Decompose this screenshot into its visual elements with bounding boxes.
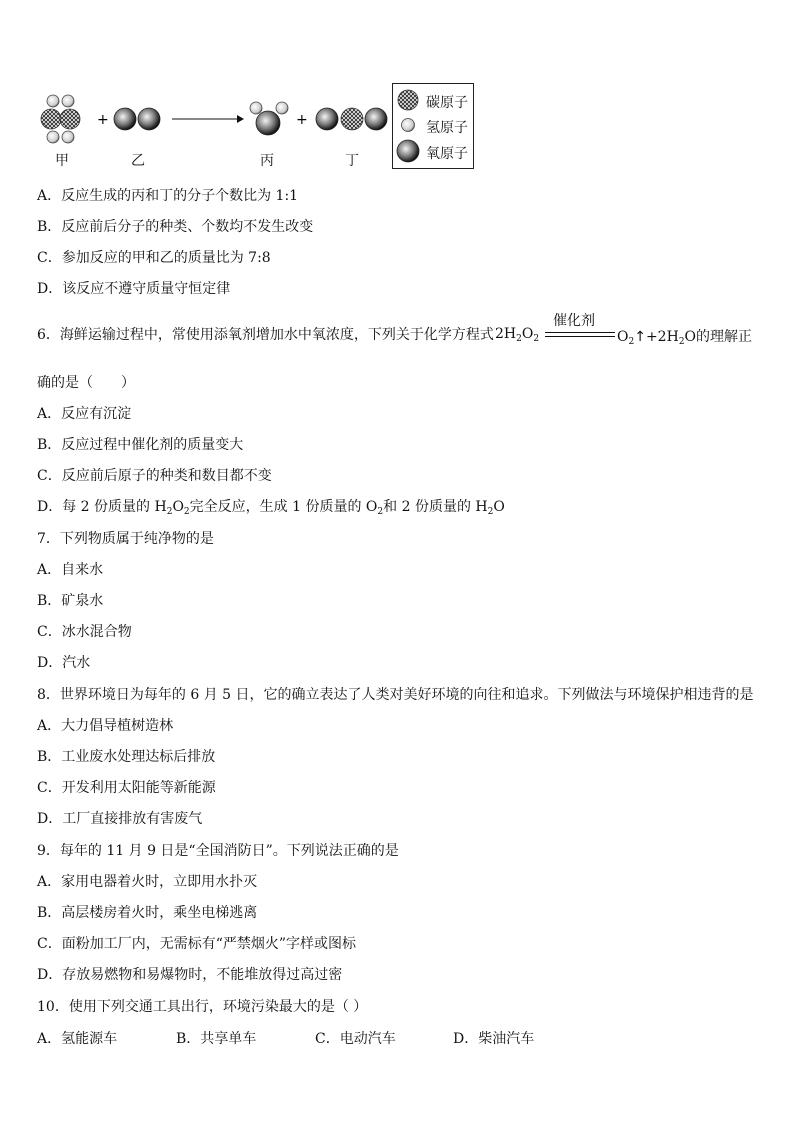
equation-lhs: $2H_2O_2$ bbox=[495, 326, 540, 344]
q7-stem: 7．下列物质属于纯净物的是 bbox=[37, 531, 214, 547]
oxygen-atom-icon bbox=[397, 140, 419, 162]
molecule-bing bbox=[250, 102, 288, 135]
q7-option-c: C．冰水混合物 bbox=[37, 624, 132, 640]
q6-stem bbox=[37, 326, 494, 344]
q6-option-d: D．每 2 份质量的 $H_2O_2$完全反应，生成 1 份质量的 $O_2$和 2 份质量的 $H_2O$ bbox=[37, 499, 505, 517]
q9-option-c: C．面粉加工厂内，无需标有“严禁烟火”字样或图标 bbox=[37, 936, 357, 952]
equation-rhs: $O_2↑+2H_2O$的理解正 bbox=[617, 329, 753, 347]
reaction-arrow bbox=[172, 115, 244, 123]
equation-bar-top bbox=[545, 332, 615, 333]
q8-option-a: A．大力倡导植树造林 bbox=[37, 718, 174, 734]
q5-option-c: C．参加反应的甲和乙的质量比为 7:8 bbox=[37, 250, 271, 266]
label-bing: 丙 bbox=[260, 153, 274, 169]
q9-option-d: D．存放易燃物和易爆物时，不能堆放得过高过密 bbox=[37, 967, 343, 983]
q8-option-d: D．工厂直接排放有害废气 bbox=[37, 811, 203, 827]
carbon-atom-icon bbox=[398, 90, 418, 110]
catalyst-label: 催化剂 bbox=[553, 313, 595, 329]
q5-option-a: A．反应生成的丙和丁的分子个数比为 1:1 bbox=[37, 188, 299, 204]
hydrogen-atom-icon bbox=[402, 119, 415, 132]
q6-option-a: A．反应有沉淀 bbox=[37, 406, 132, 422]
q10-option-d: D．柴油汽车 bbox=[453, 1031, 535, 1047]
svg-text:+: + bbox=[97, 112, 109, 128]
q9-option-b: B．高层楼房着火时，乘坐电梯逃离 bbox=[37, 905, 258, 921]
q8-option-c: C．开发利用太阳能等新能源 bbox=[37, 780, 216, 796]
atom-legend bbox=[392, 83, 474, 169]
molecule-yi bbox=[114, 108, 160, 130]
legend-carbon-label: 碳原子 bbox=[426, 95, 468, 111]
q9-option-a: A．家用电器着火时，立即用水扑灭 bbox=[37, 874, 258, 890]
svg-text:+: + bbox=[296, 112, 308, 128]
q8-stem: 8．世界环境日为每年的 6 月 5 日，它的确立表达了人类对美好环境的向往和追求。下列做法与环境保护相违背的是 bbox=[37, 687, 754, 703]
q9-stem: 9．每年的 11 月 9 日是“全国消防日”。下列说法正确的是 bbox=[37, 843, 399, 859]
q6-equation bbox=[495, 312, 785, 352]
q8-option-b: B．工业废水处理达标后排放 bbox=[37, 749, 216, 765]
molecule-jia bbox=[41, 95, 80, 143]
q10-option-b: B．共享单车 bbox=[176, 1031, 257, 1047]
q5-option-d: D．该反应不遵守质量守恒定律 bbox=[37, 281, 231, 297]
molecule-ding bbox=[316, 108, 387, 130]
q7-option-a: A．自来水 bbox=[37, 562, 104, 578]
q10-option-c: C．电动汽车 bbox=[315, 1031, 396, 1047]
legend-oxygen-label: 氧原子 bbox=[426, 146, 468, 162]
label-jia: 甲 bbox=[55, 153, 69, 169]
q10-stem: 10．使用下列交通工具出行，环境污染最大的是（ ） bbox=[37, 999, 368, 1015]
legend-icons bbox=[395, 84, 421, 168]
q10-option-a: A．氢能源车 bbox=[37, 1031, 118, 1047]
legend-hydrogen-label: 氢原子 bbox=[426, 120, 468, 136]
q5-option-b: B．反应前后分子的种类、个数均不发生改变 bbox=[37, 219, 314, 235]
q6-option-b: B．反应过程中催化剂的质量变大 bbox=[37, 437, 244, 453]
label-ding: 丁 bbox=[345, 153, 359, 169]
q7-option-d: D．汽水 bbox=[37, 655, 91, 671]
label-yi: 乙 bbox=[131, 153, 145, 169]
q6-stem-continued: 确的是（ ） bbox=[37, 375, 135, 391]
q6-stem-text: 6．海鲜运输过程中，常使用添氧剂增加水中氧浓度，下列关于化学方程式 bbox=[37, 327, 494, 343]
q6-option-c: C．反应前后原子的种类和数目都不变 bbox=[37, 468, 272, 484]
equation-bar-bottom bbox=[545, 336, 615, 337]
q7-option-b: B．矿泉水 bbox=[37, 593, 104, 609]
